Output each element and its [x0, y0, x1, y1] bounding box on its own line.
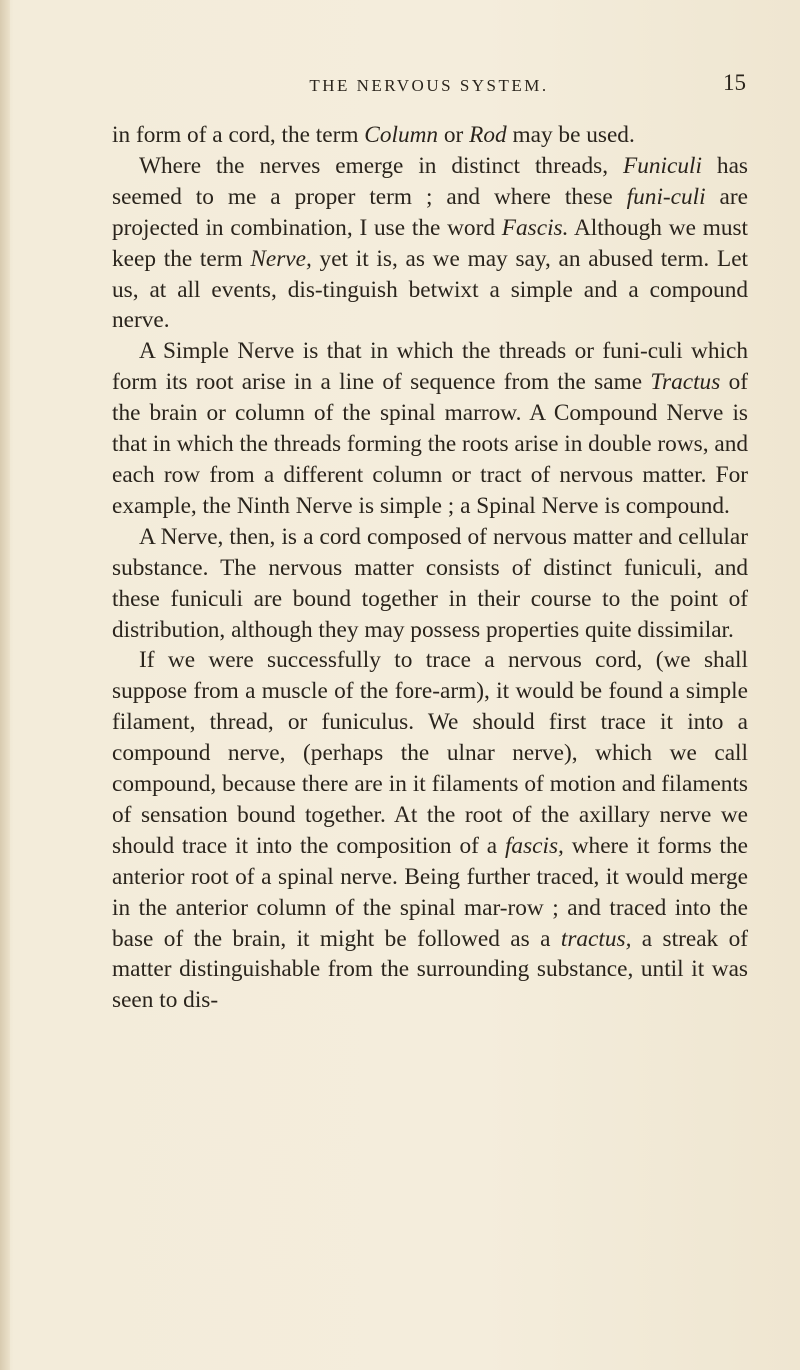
- text-run: of the brain or column of the spinal marrow. A Compound Nerve is that in which the threads forming the roots arise in double rows, and each row from a different column or tract of nervous matter. For example, the Ninth Nerve is simple ; a Spinal Nerve is compound.: [112, 369, 749, 519]
- paragraph-4: [112, 522, 748, 646]
- body-text: [112, 120, 748, 1016]
- italic-term: Rod: [469, 122, 507, 148]
- page-header: [112, 70, 746, 100]
- text-run: has seemed to me a proper term ; and where these: [112, 152, 748, 210]
- text-run: or: [438, 122, 470, 148]
- page-number: 15: [723, 70, 746, 95]
- italic-term: Tractus: [650, 369, 721, 396]
- text-run: A Nerve, then, is a cord composed of nervous matter and cellular substance. The nervous matter consists of distinct funiculi, and these funiculi are bound together in their course to the point of distribution, although they may possess properties quite dissimilar.: [112, 523, 748, 643]
- text-run: Although we must keep the term: [112, 214, 749, 272]
- italic-term: Funiculi: [623, 152, 702, 179]
- running-title: THE NERVOUS SYSTEM.: [309, 76, 549, 95]
- italic-term: fascis,: [504, 832, 564, 859]
- text-run: where it forms the anterior root of a spinal nerve. Being further traced, it would merge in the anterior column of the spinal mar-row ; and traced into the base of the brain, it might be followed as a: [112, 832, 749, 952]
- text-run: If we were successfully to trace a nervous cord, (we shall suppose from a muscle of the fore-arm), it would be found a simple filament, thread, or funiculus. We should first trace it into a compound nerve, (perhaps the ulnar nerve), which we call compound, because there are in it filaments of motion and filaments of sensation bound together. At the root of the axillary nerve we should trace it into the composition of a: [112, 647, 748, 859]
- text-run: may be used.: [506, 122, 635, 148]
- text-run: a streak of matter distinguishable from the surrounding substance, until it was seen to dis-: [112, 925, 748, 1014]
- text-run: Where the nerves emerge in distinct threads,: [139, 152, 624, 179]
- italic-term: Nerve,: [250, 245, 312, 272]
- paragraph-5: [112, 645, 748, 1016]
- italic-term: tractus,: [560, 925, 632, 952]
- text-run: in form of a cord, the term: [112, 122, 365, 148]
- italic-term: Fascis.: [501, 214, 569, 241]
- text-run: A Simple Nerve is that in which the threads or funi-culi which form its root arise in a line of sequence from the same: [112, 338, 748, 396]
- italic-term: funi-culi: [626, 183, 706, 210]
- text-run: are projected in combination, I use the word: [112, 183, 748, 241]
- paragraph-1: [112, 120, 748, 151]
- italic-term: Column: [364, 122, 439, 148]
- paragraph-3: [112, 336, 748, 521]
- page-gutter: [0, 0, 10, 1370]
- text-run: yet it is, as we may say, an abused term. Let us, at all events, dis-tinguish betwixt a simple and a compound nerve.: [112, 245, 749, 334]
- paragraph-2: [112, 151, 748, 336]
